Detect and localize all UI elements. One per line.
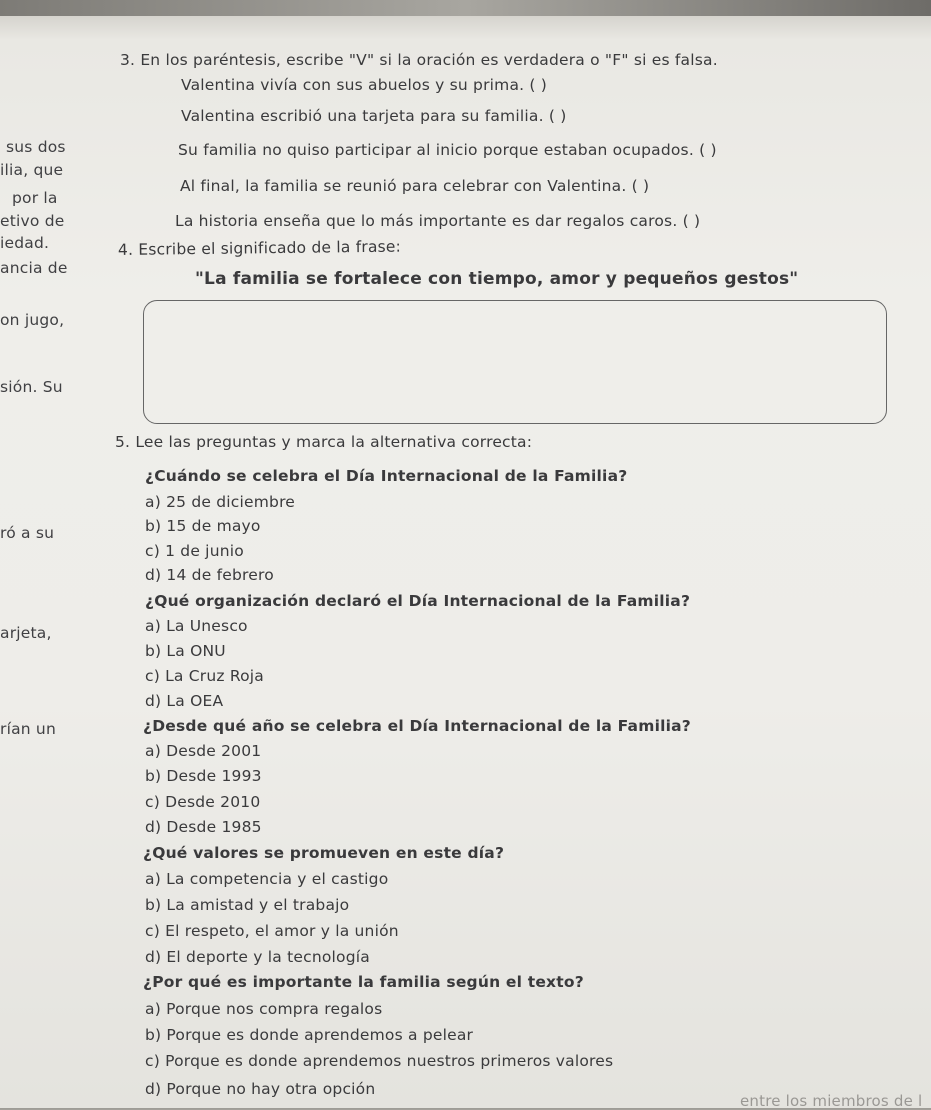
mc-question: ¿Qué organización declaró el Día Internacional de la Familia?	[145, 592, 691, 610]
q3-statement: Su familia no quiso participar al inicio porque estaban ocupados. ( )	[178, 141, 717, 159]
mc-option[interactable]: a) La competencia y el castigo	[145, 870, 389, 888]
mc-option[interactable]: c) Porque es donde aprendemos nuestros primeros valores	[145, 1052, 614, 1070]
q3-statement: Al final, la familia se reunió para celebrar con Valentina. ( )	[180, 177, 650, 195]
mc-option[interactable]: b) Porque es donde aprendemos a pelear	[145, 1026, 474, 1044]
left-fragment: on jugo,	[0, 311, 65, 329]
left-fragment: etivo de	[0, 212, 65, 230]
mc-option[interactable]: d) La OEA	[145, 692, 224, 710]
mc-option[interactable]: b) Desde 1993	[145, 767, 262, 785]
page-top-edge	[0, 0, 931, 16]
left-fragment: ilia, que	[0, 161, 64, 179]
left-fragment: sus dos	[6, 138, 66, 156]
left-fragment: por la	[12, 189, 58, 207]
question-4-title: 4. Escribe el significado de la frase:	[117, 237, 402, 259]
mc-question: ¿Qué valores se promueven en este día?	[143, 844, 505, 862]
mc-option[interactable]: b) La ONU	[145, 642, 226, 660]
bleed-through-text: entre los miembros de l	[740, 1092, 923, 1110]
mc-option[interactable]: a) La Unesco	[145, 617, 248, 635]
mc-option[interactable]: c) El respeto, el amor y la unión	[145, 922, 399, 940]
mc-option[interactable]: d) Porque no hay otra opción	[145, 1080, 376, 1098]
left-fragment: sión. Su	[0, 378, 63, 396]
left-fragment: iedad.	[0, 234, 50, 252]
mc-option[interactable]: c) La Cruz Roja	[145, 667, 265, 685]
question-4-quote: "La familia se fortalece con tiempo, amor y pequeños gestos"	[195, 269, 799, 289]
answer-box[interactable]	[143, 300, 887, 424]
mc-option[interactable]: d) El deporte y la tecnología	[145, 948, 370, 966]
mc-option[interactable]: a) 25 de diciembre	[145, 493, 296, 511]
q3-statement: Valentina vivía con sus abuelos y su prima. ( )	[181, 76, 548, 94]
left-fragment: arjeta,	[0, 624, 52, 642]
mc-option[interactable]: c) Desde 2010	[145, 793, 261, 811]
question-5-title: 5. Lee las preguntas y marca la alternativa correcta:	[115, 433, 533, 451]
mc-option[interactable]: d) 14 de febrero	[145, 566, 274, 584]
mc-option[interactable]: a) Desde 2001	[145, 742, 262, 760]
q3-statement: Valentina escribió una tarjeta para su familia. ( )	[181, 107, 567, 125]
mc-question: ¿Cuándo se celebra el Día Internacional de la Familia?	[145, 467, 628, 485]
mc-question: ¿Por qué es importante la familia según el texto?	[143, 973, 584, 991]
left-fragment: ró a su	[0, 524, 55, 542]
question-3-title: 3. En los paréntesis, escribe "V" si la oración es verdadera o "F" si es falsa.	[120, 51, 718, 69]
q3-statement: La historia enseña que lo más importante es dar regalos caros. ( )	[175, 212, 701, 230]
mc-option[interactable]: b) La amistad y el trabajo	[145, 896, 350, 914]
mc-option[interactable]: d) Desde 1985	[145, 818, 262, 836]
mc-option[interactable]: a) Porque nos compra regalos	[145, 1000, 383, 1018]
mc-question: ¿Desde qué año se celebra el Día Internacional de la Familia?	[143, 717, 691, 735]
mc-option[interactable]: b) 15 de mayo	[145, 517, 261, 535]
mc-option[interactable]: c) 1 de junio	[145, 542, 244, 560]
left-fragment: ancia de	[0, 259, 68, 277]
left-fragment: rían un	[0, 720, 56, 738]
